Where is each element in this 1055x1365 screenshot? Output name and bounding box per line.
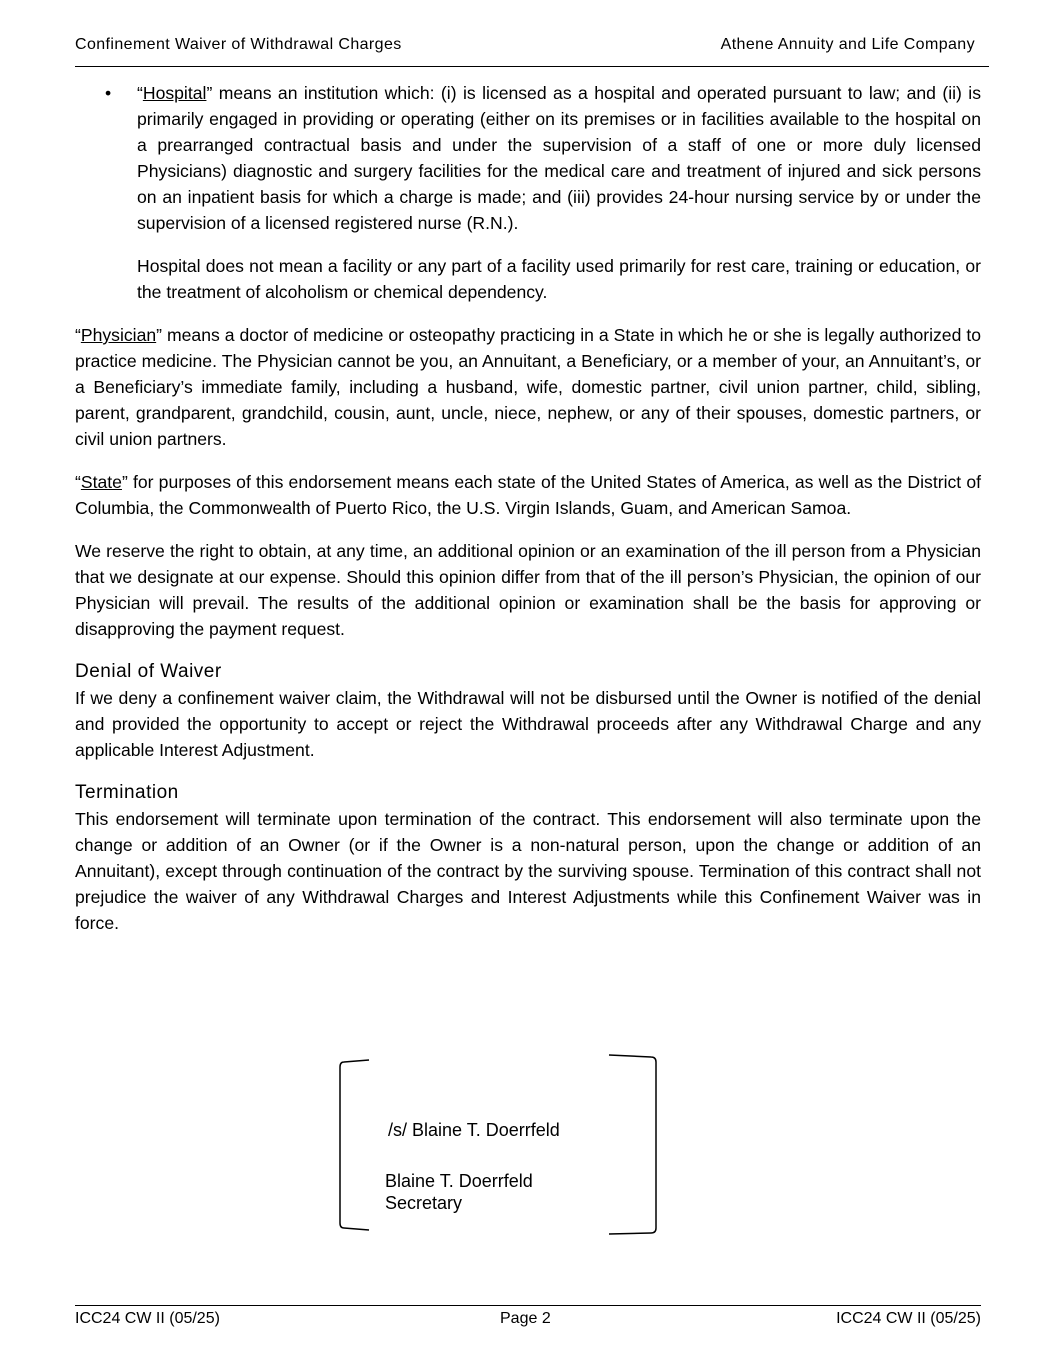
termination-section-title: Termination (75, 782, 179, 803)
hospital-definition (75, 80, 981, 305)
page-header (75, 36, 989, 67)
open-quote: “ (75, 325, 81, 345)
footer-form-number-left: ICC24 CW II (05/25) (75, 1310, 220, 1327)
close-quote: ” (156, 325, 163, 345)
page-footer (75, 1305, 981, 1327)
hospital-term: Hospital (142, 83, 207, 103)
signer-title: Secretary (385, 1193, 463, 1213)
signer-name: Blaine T. Doerrfeld (385, 1171, 533, 1191)
state-definition (75, 469, 981, 521)
physician-definition-body: means a doctor of medicine or osteopathy practicing in a State in which he or she is legally authorized to practice medicine. The Physician cannot be you, an Annuitant, a Beneficiary, or a member of your, an Annuitant’s, or a Beneficiary’s immediate family, including a husband, wife, domestic partner, civil union partner, child, sibling, parent, grandparent, grandchild, cousin, aunt, uncle, niece, nephew, or any of their spouses, domestic partners, or civil union partners. (75, 325, 981, 449)
signature-block (338, 1053, 658, 1235)
additional-opinion-paragraph: We reserve the right to obtain, at any time, an additional opinion or an examination of the ill person from a Physician that we designate at our expense. Should this opinion differ from that of the ill person’s Physician, the opinion of our Physician will prevail. The results of the additional opinion or examination shall be the basis for approving or disapproving the payment request. (75, 541, 981, 639)
header-company-name: Athene Annuity and Life Company (720, 36, 975, 53)
conformed-signature: /s/ Blaine T. Doerrfeld (388, 1120, 560, 1140)
termination-section-body: This endorsement will terminate upon termination of the contract. This endorsement will also terminate upon the change or addition of an Owner (or if the Owner is a non-natural person, upon the change or addition of an Annuitant), except through continuation of the contract by the surviving spouse. Termination of this contract shall not prejudice the waiver of any Withdrawal Charges and Interest Adjustments while this Confinement Waiver was in force. (75, 809, 981, 933)
hospital-definition-body: means an institution which: (i) is licensed as a hospital and operated pursuant to law; and (ii) is primarily engaged in providing or operating (either on its premises or in facilities available to the hospital on a prearranged contractual basis and under the supervision of a staff of one or more duly licensed Physicians) diagnostic and surgery facilities for the medical care and treatment of injured and sick persons on an inpatient basis for which a charge is made; and (iii) provides 24-hour nursing service by or under the supervision of a licensed registered nurse (R.N.). (137, 83, 981, 233)
denial-section-title: Denial of Waiver (75, 661, 222, 682)
open-quote: “ (75, 472, 81, 492)
hospital-exclusion: Hospital does not mean a facility or any part of a facility used primarily for rest care, training or education, or the treatment of alcoholism or chemical dependency. (137, 256, 981, 302)
document-body (75, 80, 981, 953)
footer-page-number: Page 2 (500, 1310, 551, 1327)
close-quote: ” (206, 83, 213, 103)
physician-term: Physician (80, 325, 157, 345)
bullet-icon: • (105, 83, 112, 103)
footer-form-number-right: ICC24 CW II (05/25) (836, 1310, 981, 1327)
state-term: State (80, 472, 122, 492)
header-document-title: Confinement Waiver of Withdrawal Charges (75, 36, 402, 53)
open-quote: “ (137, 83, 143, 103)
denial-section-body: If we deny a confinement waiver claim, the Withdrawal will not be disbursed until the Owner is notified of the denial and provided the opportunity to accept or reject the Withdrawal proceeds after any Withdrawal Charge and any applicable Interest Adjustment. (75, 688, 981, 760)
hospital-definition-text (137, 80, 981, 236)
state-definition-body: for purposes of this endorsement means each state of the United States of America, as well as the District of Columbia, the Commonwealth of Puerto Rico, the U.S. Virgin Islands, Guam, and American Samoa. (75, 472, 981, 518)
close-quote: ” (121, 472, 128, 492)
right-bracket (609, 1055, 656, 1234)
left-bracket (340, 1060, 369, 1230)
physician-definition (75, 322, 981, 452)
